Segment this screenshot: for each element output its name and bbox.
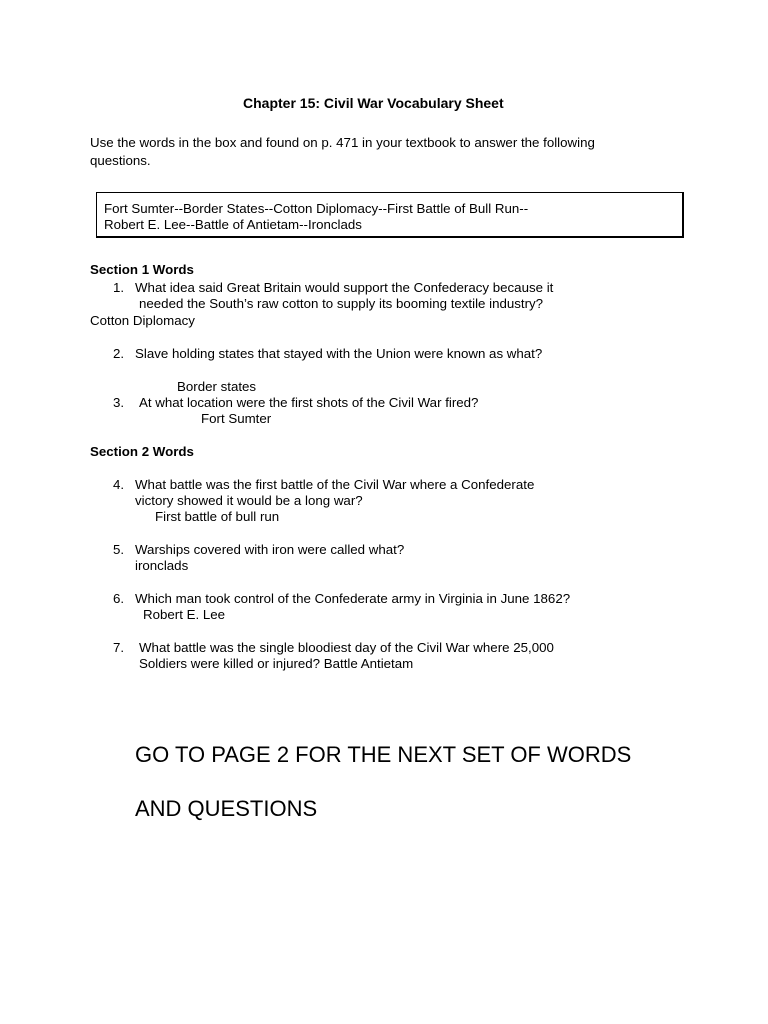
page-title: Chapter 15: Civil War Vocabulary Sheet xyxy=(243,95,504,111)
answer-1: Cotton Diplomacy xyxy=(90,313,195,328)
question-6-number: 6. xyxy=(113,591,125,606)
question-7-line-1: What battle was the single bloodiest day of the Civil War where 25,000 xyxy=(139,640,554,655)
next-page-notice-line-2: AND QUESTIONS xyxy=(135,796,318,821)
answer-3: Fort Sumter xyxy=(201,411,272,426)
question-5-number: 5. xyxy=(113,542,125,557)
word-box-line-2: Robert E. Lee--Battle of Antietam--Ironclads xyxy=(104,217,362,232)
question-5-line-1: Warships covered with iron were called what? xyxy=(135,542,405,557)
section-1-heading: Section 1 Words xyxy=(90,262,194,277)
question-7-number: 7. xyxy=(113,640,125,655)
question-3-line-1: At what location were the first shots of the Civil War fired? xyxy=(139,395,479,410)
question-2-line-1: Slave holding states that stayed with the Union were known as what? xyxy=(135,346,543,361)
question-4-line-1: What battle was the first battle of the Civil War where a Confederate xyxy=(135,477,535,492)
question-1-line-2: needed the South’s raw cotton to supply its booming textile industry? xyxy=(139,296,544,311)
question-2-number: 2. xyxy=(113,346,125,361)
word-box-line-1: Fort Sumter--Border States--Cotton Diplomacy--First Battle of Bull Run-- xyxy=(104,201,529,216)
answer-6: Robert E. Lee xyxy=(143,607,226,622)
answer-4: First battle of bull run xyxy=(155,509,280,524)
instructions-line-2: questions. xyxy=(90,153,151,168)
question-6-line-1: Which man took control of the Confederate army in Virginia in June 1862? xyxy=(135,591,571,606)
question-4-line-2: victory showed it would be a long war? xyxy=(135,493,363,508)
answer-2: Border states xyxy=(177,379,257,394)
next-page-notice-line-1: GO TO PAGE 2 FOR THE NEXT SET OF WORDS xyxy=(135,742,632,767)
question-4-number: 4. xyxy=(113,477,125,492)
question-7-line-2: Soldiers were killed or injured? Battle Antietam xyxy=(139,656,414,671)
question-1-number: 1. xyxy=(113,280,125,295)
answer-5: ironclads xyxy=(135,558,189,573)
section-2-heading: Section 2 Words xyxy=(90,444,194,459)
instructions-line-1: Use the words in the box and found on p. 471 in your textbook to answer the following xyxy=(90,135,595,150)
question-1-line-1: What idea said Great Britain would support the Confederacy because it xyxy=(135,280,554,295)
question-3-number: 3. xyxy=(113,395,125,410)
